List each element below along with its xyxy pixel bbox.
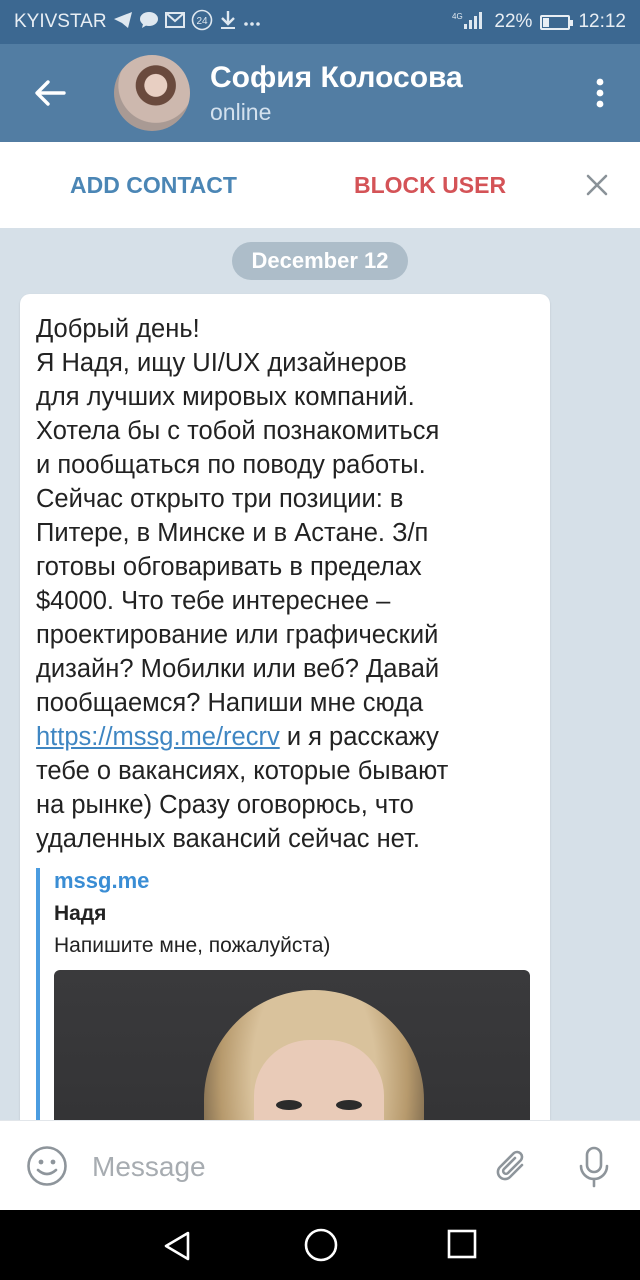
preview-description: Напишите мне, пожалуйста) bbox=[54, 934, 331, 957]
contact-title-block[interactable] bbox=[210, 61, 463, 126]
message-link[interactable]: https://mssg.me/recrv bbox=[36, 723, 280, 751]
battery-percent: 22% bbox=[494, 11, 533, 32]
kebab-menu-icon bbox=[596, 78, 604, 108]
chat-notif-icon bbox=[139, 11, 159, 34]
mail-notif-icon bbox=[165, 12, 185, 33]
contact-action-bar bbox=[0, 142, 640, 228]
contact-avatar[interactable] bbox=[114, 55, 190, 131]
carrier-label: KYIVSTAR bbox=[14, 11, 107, 32]
microphone-icon bbox=[576, 1145, 612, 1189]
emoji-icon bbox=[26, 1145, 68, 1187]
incoming-message-bubble[interactable] bbox=[20, 294, 550, 1120]
microphone-button[interactable] bbox=[576, 1145, 612, 1189]
download-notif-icon bbox=[219, 10, 237, 35]
close-icon bbox=[586, 174, 608, 196]
message-text bbox=[36, 312, 534, 856]
signal-label: 4G bbox=[452, 11, 464, 21]
more-options-button[interactable] bbox=[560, 44, 640, 142]
message-text-part-2: и я расскажу тебе о вакансиях, которые бывают на рынке) Сразу оговорюсь, что удаленных вакансий сейчас нет. bbox=[36, 723, 449, 853]
message-input[interactable] bbox=[92, 1147, 472, 1187]
status-bar bbox=[0, 0, 640, 44]
status-right bbox=[452, 10, 626, 35]
nav-home-button[interactable] bbox=[302, 1226, 340, 1264]
attach-button[interactable] bbox=[492, 1147, 532, 1187]
chat-area[interactable] bbox=[0, 228, 640, 1120]
close-action-bar-button[interactable] bbox=[582, 170, 612, 200]
nav-recents-button[interactable] bbox=[446, 1228, 478, 1260]
message-text-part-1: Добрый день! Я Надя, ищу UI/UX дизайнеров для лучших мировых компаний. Хотела бы с тобой познакомиться и пообщаться по поводу работы. Сейчас открыто три позиции: в Питере, в Минске и в Астане. З/п готовы обговаривать в пределах $4000. Что тебе интереснее – проектирование или графический дизайн? Мобилки или веб? Давай пообщаемся? Напиши мне сюда bbox=[36, 315, 440, 717]
nav-back-button[interactable] bbox=[160, 1228, 196, 1264]
block-user-button[interactable]: BLOCK USER bbox=[354, 171, 507, 198]
nav-home-icon bbox=[302, 1226, 340, 1264]
preview-site-name: mssg.me bbox=[54, 868, 150, 893]
system-nav-bar bbox=[0, 1210, 640, 1280]
message-input-bar bbox=[0, 1120, 640, 1210]
add-contact-button[interactable]: ADD CONTACT bbox=[70, 171, 237, 198]
preview-title: Надя bbox=[54, 902, 107, 925]
signal-icon bbox=[452, 10, 486, 35]
more-notif-icon bbox=[243, 12, 261, 32]
preview-image-eye-left bbox=[276, 1100, 302, 1110]
chat-header bbox=[0, 44, 640, 142]
badge-count: 24 bbox=[196, 15, 208, 27]
date-separator: December 12 bbox=[232, 242, 408, 280]
contact-status: online bbox=[210, 98, 272, 125]
back-button[interactable] bbox=[0, 44, 100, 142]
contact-name: София Колосова bbox=[210, 60, 463, 94]
battery-icon bbox=[540, 15, 570, 30]
paperclip-icon bbox=[492, 1147, 532, 1187]
status-left bbox=[14, 9, 261, 36]
battery-fill bbox=[543, 18, 549, 27]
nav-back-icon bbox=[160, 1228, 196, 1264]
emoji-button[interactable] bbox=[26, 1145, 68, 1187]
preview-image-eye-right bbox=[336, 1100, 362, 1110]
clock: 12:12 bbox=[578, 11, 626, 32]
link-preview[interactable] bbox=[36, 868, 534, 1120]
nav-recents-icon bbox=[446, 1228, 478, 1260]
back-arrow-icon bbox=[34, 79, 66, 107]
preview-image[interactable] bbox=[54, 970, 530, 1120]
badge-notif-icon bbox=[191, 9, 213, 36]
telegram-notif-icon bbox=[113, 11, 133, 34]
